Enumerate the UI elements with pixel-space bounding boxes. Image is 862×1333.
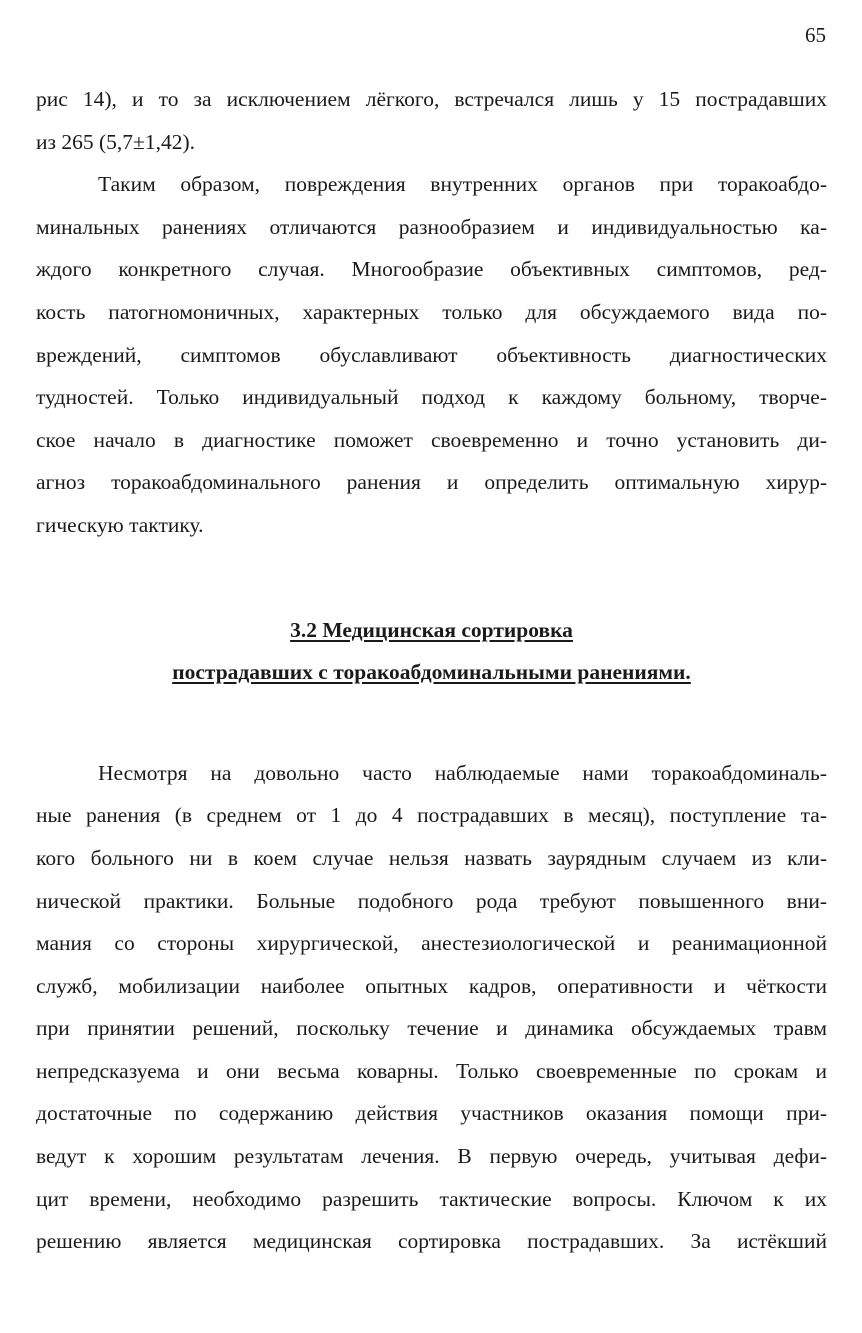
text-line: кого больного ни в коем случае нельзя назвать заурядным случаем из кли- (36, 845, 827, 870)
text-line: ждого конкретного случая. Многообразие объективных симптомов, ред- (36, 257, 827, 282)
text-line: достаточные по содержанию действия участников оказания помощи при- (36, 1101, 827, 1126)
text-line: Таким образом, повреждения внутренних органов при торакоабдо- (98, 172, 827, 197)
text-line: ведут к хорошим результатам лечения. В первую очередь, учитывая дефи- (36, 1144, 827, 1169)
text-line: Несмотря на довольно часто наблюдаемые нами торакоабдоминаль- (98, 760, 827, 785)
text-line: ные ранения (в среднем от 1 до 4 пострадавших в месяц), поступление та- (36, 803, 827, 828)
text-line: мания со стороны хирургической, анестезиологической и реанимационной (36, 931, 827, 956)
text-line: из 265 (5,7±1,42). (36, 129, 195, 154)
text-line: агноз торакоабдоминального ранения и определить оптимальную хирур- (36, 470, 827, 495)
text-line: цит времени, необходимо разрешить тактические вопросы. Ключом к их (36, 1186, 827, 1211)
text-line: решению является медицинская сортировка пострадавших. За истёкший (36, 1229, 827, 1254)
paragraph-summary (36, 163, 827, 546)
text-line: рис 14), и то за исключением лёгкого, встречался лишь у 15 пострадавших (36, 87, 827, 111)
section-heading (36, 609, 827, 694)
page-number: 65 (805, 23, 826, 47)
text-line: кость патогномоничных, характерных только для обсуждаемого вида по- (36, 299, 827, 324)
section-heading-line-1: 3.2 Медицинская сортировка (290, 617, 573, 642)
document-body (36, 78, 827, 1263)
text-line: минальных ранениях отличаются разнообразием и индивидуальностью ка- (36, 214, 827, 239)
text-line: ское начало в диагностике поможет своевременно и точно установить ди- (36, 427, 827, 452)
paragraph-continuation (36, 78, 827, 163)
text-line: при принятии решений, поскольку течение и динамика обсуждаемых травм (36, 1016, 827, 1041)
text-line: нической практики. Больные подобного рода требуют повышенного вни- (36, 888, 827, 913)
section-heading-line-2: пострадавших с торакоабдоминальными ранениями. (172, 660, 691, 685)
text-line: вреждений, симптомов обуславливают объективность диагностических (36, 342, 827, 367)
text-line: тудностей. Только индивидуальный подход к каждому больному, творче- (36, 385, 827, 410)
paragraph-triage (36, 752, 827, 1263)
text-line: гическую тактику. (36, 512, 204, 537)
text-line: непредсказуема и они весьма коварны. Только своевременные по срокам и (36, 1058, 827, 1083)
text-line: служб, мобилизации наиболее опытных кадров, оперативности и чёткости (36, 973, 827, 998)
